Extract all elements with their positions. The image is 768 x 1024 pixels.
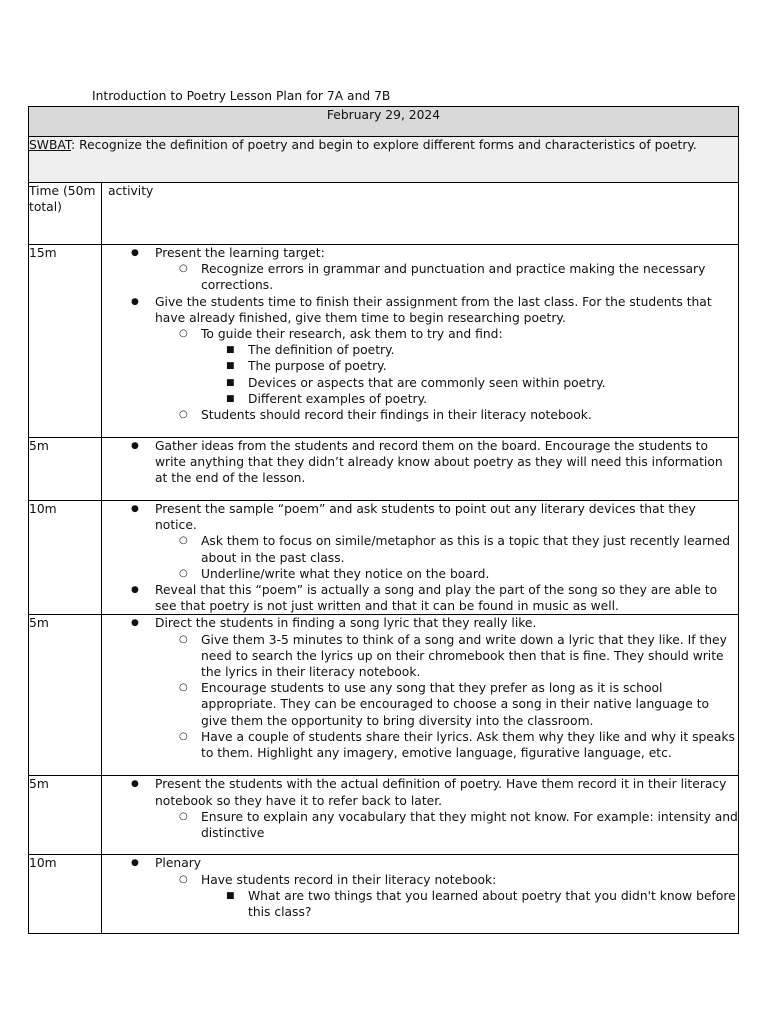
list-item: ● Present the sample “poem” and ask students to point out any literary devices that they notice. xyxy=(102,501,738,533)
list-item: ● Gather ideas from the students and record them on the board. Encourage the students to write anything that they didn’t already know about poetry as they will need this information at the end of the lesson. xyxy=(102,438,738,487)
list-item: ■ The purpose of poetry. xyxy=(102,358,738,374)
swbat-text: : Recognize the definition of poetry and begin to explore different forms and characteristics of poetry. xyxy=(71,138,697,152)
list-item: ○ Encourage students to use any song that they prefer as long as it is school appropriate. They can be encouraged to choose a song in their native language to give them the opportunity to bring diversity into the classroom. xyxy=(102,680,738,729)
table-row xyxy=(29,776,739,855)
list-item: ○ Ensure to explain any vocabulary that they might not know. For example: intensity and distinctive xyxy=(102,809,738,841)
list-item: ○ Have a couple of students share their lyrics. Ask them why they like and why it speaks to them. Highlight any imagery, emotive language, figurative language, etc. xyxy=(102,729,738,761)
activity-header xyxy=(102,183,739,245)
activity-cell xyxy=(102,438,739,501)
time-cell: 5m xyxy=(29,615,102,776)
table-row xyxy=(29,245,739,438)
document-title: Introduction to Poetry Lesson Plan for 7A and 7B xyxy=(92,89,391,103)
activity-cell xyxy=(102,776,739,855)
swbat-label: SWBAT xyxy=(29,138,72,152)
list-item: ○ Have students record in their literacy notebook: xyxy=(102,872,738,888)
table-row xyxy=(29,501,739,615)
table-row xyxy=(29,615,739,776)
list-item: ■ Different examples of poetry. xyxy=(102,391,738,407)
swbat-row xyxy=(29,137,739,183)
list-item: ● Give the students time to finish their assignment from the last class. For the students that have already finished, give them time to begin researching poetry. xyxy=(102,294,738,326)
time-cell: 5m xyxy=(29,776,102,855)
list-item: ○ Recognize errors in grammar and punctuation and practice making the necessary corrections. xyxy=(102,261,738,293)
activity-cell xyxy=(102,245,739,438)
activity-cell xyxy=(102,615,739,776)
date-row xyxy=(29,107,739,137)
list-item: ○ Give them 3-5 minutes to think of a song and write down a lyric that they like. If they need to search the lyrics up on their chromebook then that is fine. They should write the lyrics in their literacy notebook. xyxy=(102,632,738,681)
list-item: ○ Underline/write what they notice on the board. xyxy=(102,566,738,582)
time-cell: 10m xyxy=(29,501,102,615)
list-item: ■ What are two things that you learned about poetry that you didn't know before this class? xyxy=(102,888,738,920)
activity-cell xyxy=(102,501,739,615)
table-row xyxy=(29,855,739,934)
list-item: ○ Students should record their findings in their literacy notebook. xyxy=(102,407,738,423)
list-item: ■ The definition of poetry. xyxy=(102,342,738,358)
list-item: ● Present the students with the actual definition of poetry. Have them record it in their literacy notebook so they have it to refer back to later. xyxy=(102,776,738,808)
table-row xyxy=(29,438,739,501)
time-cell: 10m xyxy=(29,855,102,934)
list-item: ○ To guide their research, ask them to try and find: xyxy=(102,326,738,342)
activity-header-text: activity xyxy=(108,184,154,198)
list-item: ● Plenary xyxy=(102,855,738,871)
list-item: ● Direct the students in finding a song lyric that they really like. xyxy=(102,615,738,631)
date-cell: February 29, 2024 xyxy=(29,107,739,137)
time-cell: 5m xyxy=(29,438,102,501)
lesson-plan-table xyxy=(28,106,739,934)
list-item: ■ Devices or aspects that are commonly seen within poetry. xyxy=(102,375,738,391)
list-item: ● Reveal that this “poem” is actually a song and play the part of the song so they are able to see that poetry is not just written and that it can be found in music as well. xyxy=(102,582,738,614)
time-header: Time (50m total) xyxy=(29,183,102,245)
activity-cell xyxy=(102,855,739,934)
header-row xyxy=(29,183,739,245)
time-cell: 15m xyxy=(29,245,102,438)
list-item: ● Present the learning target: xyxy=(102,245,738,261)
swbat-cell xyxy=(29,137,739,183)
list-item: ○ Ask them to focus on simile/metaphor as this is a topic that they just recently learned about in the past class. xyxy=(102,533,738,565)
